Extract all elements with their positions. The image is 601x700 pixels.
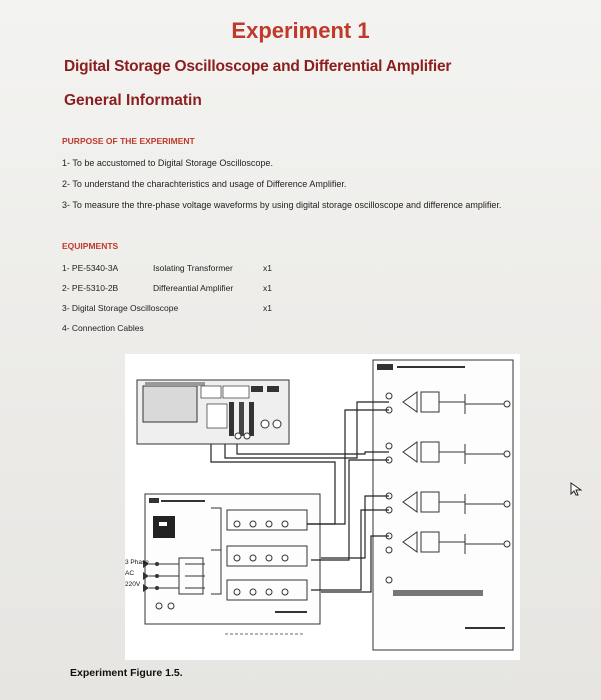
wiring-diagram [125, 354, 520, 660]
equipment-2-qty: x1 [263, 283, 272, 293]
equipment-3-qty: x1 [263, 303, 272, 313]
phase-label-1: 3 Phase [125, 559, 149, 566]
equipment-3-code: 3- Digital Storage Oscilloscope [62, 303, 179, 313]
oscilloscope-icon [137, 380, 289, 444]
equipment-4-code: 4- Connection Cables [62, 323, 144, 333]
equipment-1-name: Isolating Transformer [153, 263, 233, 273]
page-title: Experiment 1 [231, 18, 370, 43]
section-heading-general: General Informatin [64, 92, 202, 109]
isolating-transformer-icon [143, 494, 320, 624]
purpose-item-2: 2- To understand the charachteristics and usage of Difference Amplifier. [62, 179, 347, 189]
equipment-1-qty: x1 [263, 263, 272, 273]
purpose-item-3: 3- To measure the thre-phase voltage waveforms by using digital storage oscilloscope and difference amplifier. [62, 200, 502, 210]
equipments-heading: EQUIPMENTS [62, 241, 119, 251]
purpose-item-1: 1- To be accustomed to Digital Storage Oscilloscope. [62, 158, 273, 168]
equipment-2-name: Differeantial Amplifier [153, 283, 234, 293]
page-subtitle: Digital Storage Oscilloscope and Differential Amplifier [64, 58, 452, 75]
purpose-heading: PURPOSE OF THE EXPERIMENT [62, 136, 195, 146]
phase-label-3: 220V [125, 581, 141, 588]
equipment-2-code: 2- PE-5310-2B [62, 283, 119, 293]
figure-caption: Experiment Figure 1.5. [70, 667, 183, 679]
mouse-cursor-icon [570, 482, 582, 496]
experiment-figure [125, 354, 520, 660]
equipment-1-code: 1- PE-5340-3A [62, 263, 119, 273]
differential-amplifier-icon [373, 360, 513, 650]
phase-label-2: AC [125, 570, 135, 577]
